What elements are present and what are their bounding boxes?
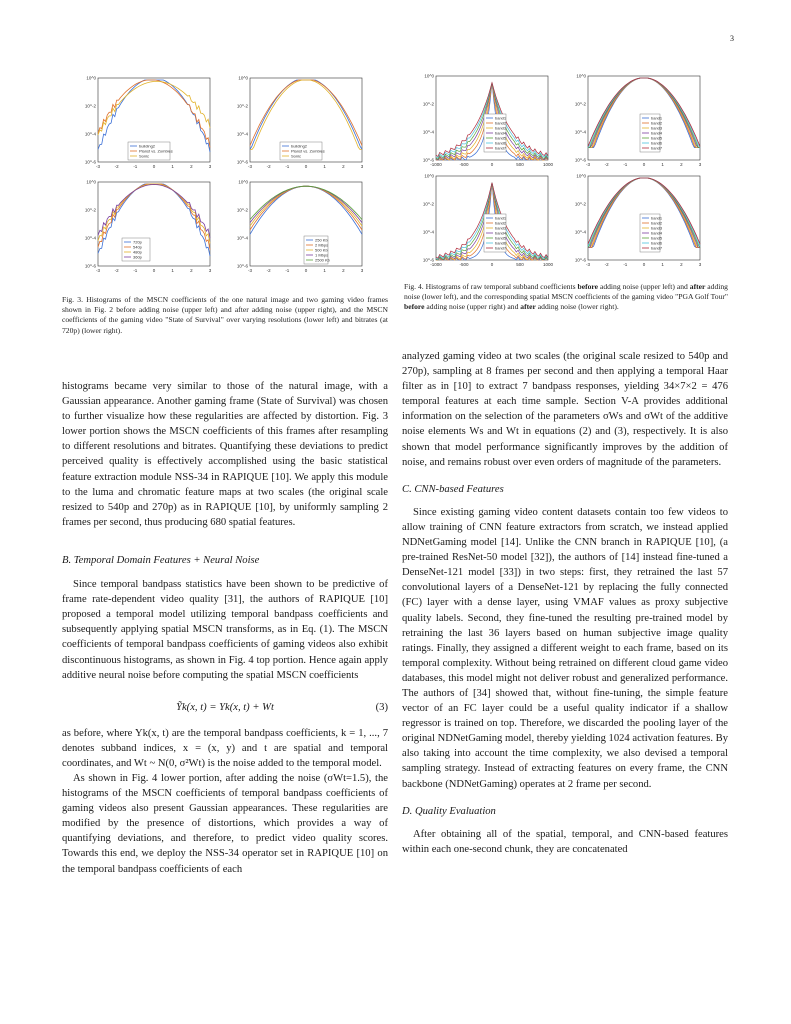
legend-label: band6: [495, 240, 507, 246]
x-tick-label: -1: [133, 164, 138, 169]
histogram-curve: [98, 80, 210, 147]
y-tick-label: 10^-2: [574, 101, 586, 107]
legend-label: band2: [495, 120, 507, 126]
histogram-curve: [250, 186, 362, 222]
legend-label: band6: [651, 140, 663, 146]
x-tick-label: 2: [342, 164, 345, 169]
x-tick-label: 0: [642, 162, 646, 167]
legend-label: Planst vs. Zombies: [291, 148, 325, 154]
x-tick-label: -2: [114, 164, 119, 169]
x-tick-label: 1: [171, 164, 174, 169]
y-tick-label: 10^-2: [236, 207, 248, 213]
histogram-curve: [98, 184, 210, 256]
legend-label: 2500 Kb: [315, 257, 330, 263]
legend-label: band4: [651, 230, 663, 236]
paragraph: analyzed gaming video at two scales (the original scale resized to 540p and 270p), sampling at 8 frames per second and then applying a temporal Haar filter as in [10] to extract 7 bandpass responses, yielding 34×7×2 = 476 temporal features at each time sample. Section V-A provides additional information on the selection of the parameters σWs and σWt of the additive noise elements Ws and Wt in equations (2) and (3), respectively. It is also shown that model performance significantly improves by the addition of noise, and remains robust over even orders of magnitude of the parameters.: [402, 351, 728, 468]
x-tick-label: 0: [490, 162, 494, 167]
y-tick-label: 10^-2: [84, 207, 96, 213]
legend-label: band1: [495, 115, 507, 121]
legend-label: band1: [651, 215, 663, 221]
histogram-curve: [250, 80, 362, 149]
x-tick-label: 500: [516, 162, 524, 167]
y-tick-label: 10^0: [424, 73, 434, 79]
y-tick-label: 10^-4: [236, 235, 248, 241]
paragraph: Since temporal bandpass statistics have been shown to be predictive of frame rate-dependent video quality [31], the authors of RAPIQUE [10] proposed a temporal model utilizing temporal bandpass coefficients and subsequently applying spatial MSCN transforms, as in Eq. (1). The MSCN coefficients of temporal bandpass coefficients of gaming videos also exhibit discontinuous histograms, as shown in Fig. 4 top portion. Hence again apply additive neural noise before computing the spatial MSCN coefficients: [62, 579, 388, 681]
section-heading-d: D. Quality Evaluation: [402, 805, 496, 817]
legend-label: band4: [651, 130, 663, 136]
legend-label: band5: [495, 135, 507, 141]
y-tick-label: 10^-2: [84, 103, 96, 109]
equation-number: (3): [375, 701, 388, 713]
paragraph: As shown in Fig. 4 lower portion, after adding the noise (σWt=1.5), the histograms of the MSCN coefficients of temporal bandpass coefficients of gaming videos also present Gaussian appearances. These regularities are modified by the presence of distortions, which provides a way of quantifying deviations, and therefore, to predict video quality scores. Towards this end, we deploy the NSS-34 operator set in RAPIQUE [10] on the temporal bandpass coefficients of each: [62, 772, 388, 875]
x-tick-label: 2: [680, 162, 683, 167]
x-tick-label: -1000: [430, 262, 442, 267]
x-tick-label: 500: [516, 262, 524, 267]
plot-frame: [98, 182, 210, 266]
legend-label: band4: [495, 130, 507, 136]
legend-label: band2: [651, 120, 663, 126]
fig4-caption-bold: after: [520, 302, 536, 312]
legend-label: band2: [495, 220, 507, 226]
histogram-curve: [250, 186, 362, 219]
histogram-curve: [250, 186, 362, 226]
x-tick-label: -500: [459, 262, 469, 267]
x-tick-label: 1: [171, 268, 174, 273]
y-tick-label: 10^0: [238, 75, 248, 81]
x-tick-label: 0: [152, 268, 156, 273]
histogram-curve: [250, 80, 362, 146]
x-tick-label: -500: [459, 162, 469, 167]
histogram-curve: [98, 80, 210, 152]
x-tick-label: -3: [585, 162, 591, 167]
y-tick-label: 10^0: [424, 173, 434, 179]
histogram-curve: [250, 80, 362, 150]
x-tick-label: -2: [266, 164, 271, 169]
x-tick-label: 1000: [542, 262, 554, 267]
legend-label: 1 Mbps: [315, 252, 329, 258]
fig4-caption-part: adding noise (upper left) and: [598, 282, 690, 291]
legend-label: band3: [495, 225, 507, 231]
x-tick-label: 1: [323, 268, 326, 273]
y-tick-label: 10^0: [576, 173, 586, 179]
fig4-caption-part: Fig. 4. Histograms of raw temporal subband coefficients: [404, 282, 578, 291]
y-tick-label: 10^-4: [422, 229, 434, 235]
y-tick-label: 10^-2: [422, 101, 434, 107]
legend-label: band3: [495, 125, 507, 131]
fig4-lower-right-plot: [576, 174, 706, 274]
y-tick-label: 10^-2: [574, 201, 586, 207]
x-tick-label: -1: [133, 268, 138, 273]
y-tick-label: 10^0: [86, 179, 96, 185]
legend-label: building2: [139, 143, 156, 149]
fig3-caption: Fig. 3. Histograms of the MSCN coefficients of the one natural image and two gaming video frames shown in Fig. 2 before adding noise (upper left) and after adding noise (upper right), and the MSCN coefficients of the gaming video "State of Survival" over varying resolutions (lower left) and bitrates (at 720p) (lower right).: [62, 295, 388, 335]
x-tick-label: 0: [304, 164, 308, 169]
y-tick-label: 10^-6: [84, 263, 96, 269]
fig4-upper-left-plot: [424, 74, 554, 174]
paragraph: as before, where Yk(x, t) are the temporal bandpass coefficients, k = 1, ..., 7 denotes subband indices, x = (x, y) and t are spatial and temporal coordinates, and Wt ~ N(0, σ²Wt) is the noise added to the temporal model.: [62, 727, 388, 769]
y-tick-label: 10^-6: [236, 263, 248, 269]
fig4-caption-bold: before: [404, 302, 425, 312]
x-tick-label: 3: [208, 268, 212, 273]
fig3-upper-left-plot: [86, 76, 216, 176]
legend-label: 360p: [133, 254, 142, 260]
fig4-caption-part: adding noise (lower left), and the corresponding spatial MSCN coefficients of the gaming video "PGA Golf Tour": [404, 282, 728, 302]
legend-label: band6: [495, 140, 507, 146]
x-tick-label: 1000: [542, 162, 554, 167]
x-tick-label: 2: [190, 164, 193, 169]
x-tick-label: -2: [114, 268, 119, 273]
x-tick-label: -3: [247, 268, 253, 273]
x-tick-label: -2: [266, 268, 271, 273]
legend-label: band2: [651, 220, 663, 226]
x-tick-label: 0: [152, 164, 156, 169]
y-tick-label: 10^-6: [236, 159, 248, 165]
x-tick-label: 2: [190, 268, 193, 273]
y-tick-label: 10^-4: [236, 131, 248, 137]
legend-label: band4: [495, 230, 507, 236]
x-tick-label: 2: [342, 268, 345, 273]
y-tick-label: 10^-6: [422, 157, 434, 163]
legend-label: band7: [495, 145, 507, 151]
legend-label: 500 Kb: [315, 247, 328, 253]
legend-label: 480p: [133, 249, 142, 255]
legend-label: band1: [495, 215, 507, 221]
x-tick-label: -1: [285, 268, 290, 273]
histogram-curve: [250, 186, 362, 234]
y-tick-label: 10^-4: [574, 229, 586, 235]
fig3-lower-left-plot: [86, 180, 216, 280]
x-tick-label: 2: [680, 262, 683, 267]
x-tick-label: 3: [360, 164, 364, 169]
x-tick-label: 0: [490, 262, 494, 267]
legend-label: band7: [651, 145, 663, 151]
x-tick-label: 1: [661, 162, 664, 167]
fig4-caption-bold: before: [577, 282, 599, 291]
x-tick-label: 3: [698, 162, 702, 167]
legend-label: band5: [651, 235, 663, 241]
histogram-curve: [98, 184, 210, 243]
y-tick-label: 10^0: [86, 75, 96, 81]
x-tick-label: -3: [585, 262, 591, 267]
x-tick-label: 3: [698, 262, 702, 267]
legend-label: 250 Kb: [315, 237, 328, 243]
histogram-curve: [98, 185, 210, 239]
x-tick-label: 0: [304, 268, 308, 273]
legend-label: band7: [495, 245, 507, 251]
equation-3: [62, 696, 388, 720]
y-tick-label: 10^-4: [84, 235, 96, 241]
paragraph: Since existing gaming video content datasets contain too few videos to allow training of CNN feature extractors from scratch, we instead applied NDNetGaming model [14]. Unlike the CNN branch in RAPIQUE [10], (a pre-trained ResNet-50 model [32]), the authors of [14] instead fine-tuned a DenseNet-121 model [33]) in two steps: first, they retrained the last 57 convolutional layers of a DenseNet-121 by replacing the fully connected (FC) layer with a dense layer, using VMAF values as proxy subjective quality labels. Second, they fine-tuned the resulting pre-trained model by retraining the last 36 layers based on human subjective image quality ratings. Finally, they assigned a different weight to each frame, based on its temporal complexity. Without being retrained on different cloud game video databases, this model might not deliver robust and generalized performance. The authors of [34] showed that, without fine-tuning, the simple feature vector of an FC layer could be a useful quality indicator if a shallow regressor is trained on top. Therefore, we discarded the pooling layer of the original NDNetGaming model, thereby yielding 1024 activation features. By also taking into account the time complexity, we also devised a temporal sampling strategy. Instead of extracting features on every frame, the CNN backbone (NDNetGaming) operates at 2 frame per second.: [402, 506, 728, 790]
x-tick-label: 1: [661, 262, 664, 267]
fig3-lower-right-plot: [238, 180, 368, 280]
x-tick-label: -1000: [430, 162, 442, 167]
x-tick-label: -3: [95, 164, 101, 169]
x-tick-label: 0: [642, 262, 646, 267]
y-tick-label: 10^-4: [84, 131, 96, 137]
legend-label: band1: [651, 115, 663, 121]
fig4-caption-part: adding noise (upper right) and: [424, 302, 521, 312]
histogram-curve: [250, 186, 362, 230]
x-tick-label: -1: [623, 262, 628, 267]
y-tick-label: 10^0: [238, 179, 248, 185]
fig4-caption: [404, 282, 728, 313]
legend-label: band5: [495, 235, 507, 241]
legend-label: Sonic: [139, 153, 150, 159]
fig4-caption-part: adding noise (lower right).: [535, 302, 619, 312]
x-tick-label: -3: [95, 268, 101, 273]
y-tick-label: 10^-6: [574, 157, 586, 163]
y-tick-label: 10^-2: [422, 201, 434, 207]
legend-label: Sonic: [291, 153, 302, 159]
fig4-upper-right-plot: [576, 74, 706, 174]
equation-body: Ỹk(x, t) = Yk(x, t) + Wt: [176, 701, 274, 713]
x-tick-label: -1: [623, 162, 628, 167]
left-column: [62, 379, 388, 877]
x-tick-label: -3: [247, 164, 253, 169]
legend-label: 540p: [133, 244, 142, 250]
right-column: [402, 349, 728, 857]
section-heading-c: C. CNN-based Features: [402, 483, 504, 495]
legend-label: 720p: [133, 239, 142, 245]
x-tick-label: -1: [285, 164, 290, 169]
fig3-upper-right-plot: [238, 76, 368, 176]
page-number: 3: [730, 34, 734, 43]
legend-label: band3: [651, 125, 663, 131]
x-tick-label: 3: [360, 268, 364, 273]
y-tick-label: 10^-6: [574, 257, 586, 263]
legend-label: 2 Mbps: [315, 242, 329, 248]
x-tick-label: -2: [604, 262, 609, 267]
y-tick-label: 10^-6: [84, 159, 96, 165]
legend-label: band5: [651, 135, 663, 141]
fig4-caption-bold: after: [689, 282, 706, 291]
y-tick-label: 10^-6: [422, 257, 434, 263]
legend-label: band3: [651, 225, 663, 231]
paragraph: histograms became very similar to those of the natural image, with a Gaussian appearance. Another gaming frame (State of Survival) was chosen to further visualize how these regularities are affected by distortion. Fig. 3 lower portion shows the MSCN coefficients of this frames after resampling to different resolutions and bitrates. Quantifying these deviations to predict perceived quality is effectively accomplished using the basic statistical feature extraction module NSS-34 in RAPIQUE [10]. We apply this module to the luma and chromatic feature maps at two scales (the original scale resized to 540p and 270p) as in RAPIQUE [10], by uniformly sampling 2 frames per second, thus producing 680 spatial features.: [62, 381, 388, 528]
x-tick-label: -2: [604, 162, 609, 167]
y-tick-label: 10^0: [576, 73, 586, 79]
histogram-curve: [98, 184, 210, 250]
x-tick-label: 1: [323, 164, 326, 169]
fig4-lower-left-plot: [424, 174, 554, 274]
section-heading-b: B. Temporal Domain Features + Neural Noise: [62, 554, 260, 566]
y-tick-label: 10^-2: [236, 103, 248, 109]
x-tick-label: 3: [208, 164, 212, 169]
legend-label: Planst vs. Zombies: [139, 148, 173, 154]
y-tick-label: 10^-4: [574, 129, 586, 135]
paragraph: After obtaining all of the spatial, temporal, and CNN-based features within each one-second chunk, they are concatenated: [402, 828, 728, 855]
legend-label: band6: [651, 240, 663, 246]
legend-label: building2: [291, 143, 308, 149]
y-tick-label: 10^-4: [422, 129, 434, 135]
legend-label: band7: [651, 245, 663, 251]
